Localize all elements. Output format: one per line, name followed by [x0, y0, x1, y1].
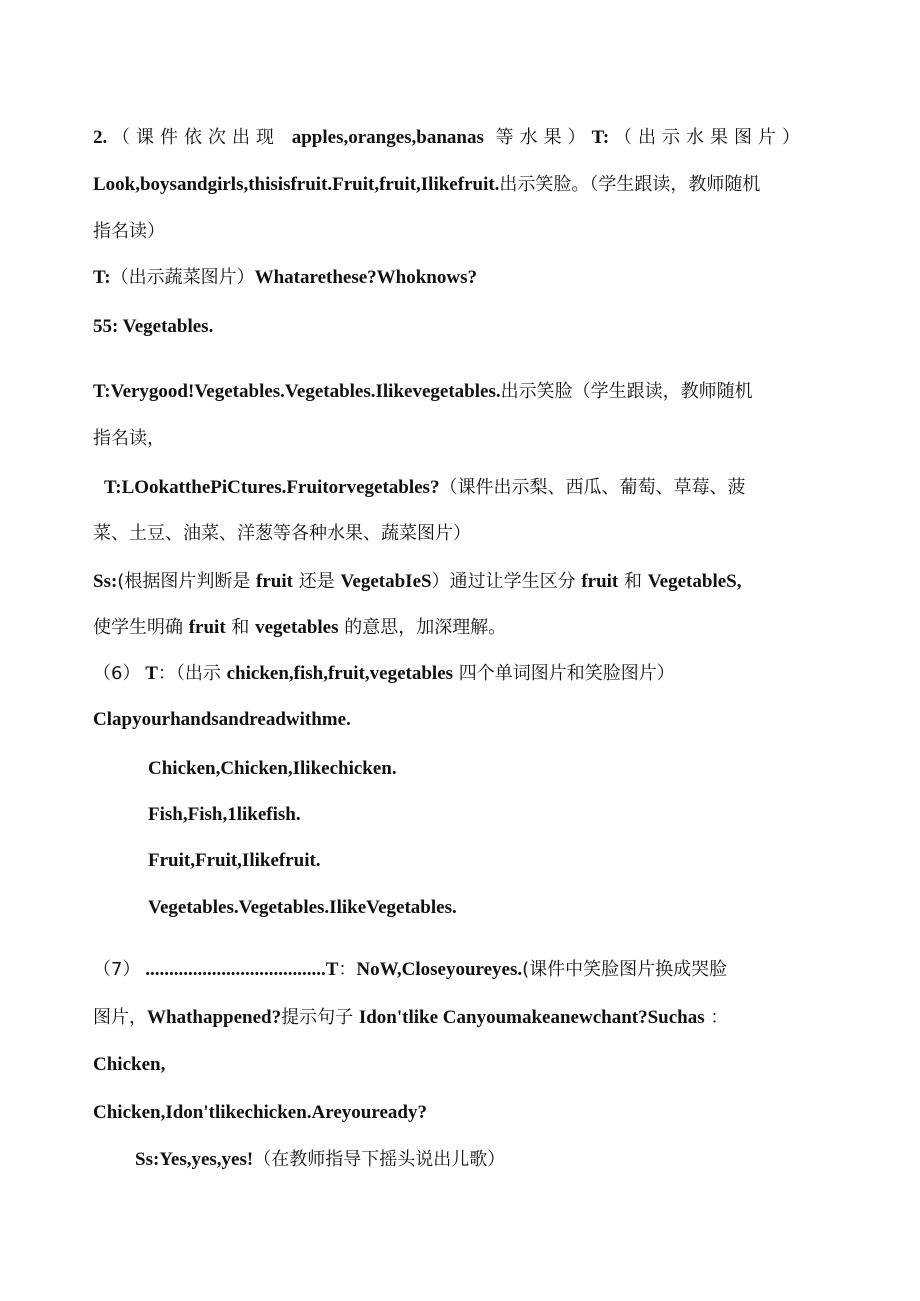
english-text: Look,boysandgirls,thisisfruit.Fruit,fruit,Ilikefruit. — [93, 174, 500, 195]
english-text: T:Verygood!Vegetables.Vegetables.Ilikevegetables. — [93, 381, 501, 402]
text-line — [93, 708, 351, 732]
chinese-text: 指名读， — [93, 428, 165, 449]
text-line — [93, 427, 165, 451]
text-line — [93, 266, 477, 290]
chinese-text: （课件依次出现 — [112, 127, 292, 148]
text-line — [93, 1101, 427, 1125]
chinese-text: （出示蔬菜图片） — [110, 267, 255, 288]
english-text: Clapyourhandsandreadwithme. — [93, 709, 351, 730]
chinese-text: 和 — [225, 617, 256, 638]
chinese-text: 等水果） — [483, 127, 592, 148]
english-text: vegetables — [255, 617, 339, 638]
english-text: Fruit,Fruit,Ilikefruit. — [148, 850, 321, 871]
text-line — [93, 662, 675, 686]
english-text: Chicken, — [93, 1054, 166, 1075]
english-text: Vegetables.Vegetables.IlikeVegetables. — [148, 897, 457, 918]
english-text: Ss: — [93, 571, 118, 592]
text-line — [93, 1053, 165, 1077]
chinese-text: （6） — [93, 663, 141, 684]
text-line — [93, 315, 213, 339]
english-text: T — [140, 663, 158, 684]
chinese-text: （在教师指导下摇头说出儿歌） — [253, 1149, 506, 1170]
text-line — [93, 1006, 728, 1030]
text-line — [93, 570, 741, 594]
english-text: fruit — [256, 571, 293, 592]
english-text: Idon'tlike Canyoumakeanewchant?Suchas — [358, 1007, 705, 1028]
english-text: Whathappened? — [147, 1007, 282, 1028]
chinese-text: (课件中笑脸图片换成哭脸 — [522, 959, 728, 980]
english-text: T: — [591, 127, 614, 148]
chinese-text: 四个单词图片和笑脸图片） — [453, 663, 675, 684]
chinese-text: ）通过让学生区分 — [431, 571, 582, 592]
english-text: T: — [93, 267, 111, 288]
english-text: fruit — [188, 617, 226, 638]
text-line — [135, 1148, 505, 1172]
chinese-text: 的意思，加深理解。 — [338, 617, 507, 638]
text-line — [93, 616, 506, 640]
text-line — [148, 849, 321, 873]
english-text: Ss:Yes,yes,yes! — [135, 1149, 254, 1170]
chinese-text: （课件出示梨、西瓜、葡萄、草莓、菠 — [439, 477, 746, 498]
chinese-text: 出示笑脸（学生跟读，教师随机 — [500, 381, 753, 402]
text-line — [148, 757, 397, 781]
text-line — [93, 220, 165, 244]
chinese-text: 提示句子 — [281, 1007, 359, 1028]
chinese-text: （出示水果图片） — [613, 127, 806, 148]
text-line — [93, 380, 753, 404]
text-line — [93, 958, 727, 982]
english-text: Chicken,Idon'tlikechicken.Areyouready? — [93, 1102, 427, 1123]
text-line — [93, 173, 760, 197]
english-text: 2. — [93, 127, 112, 148]
english-text: T:LOokatthePiCtures.Fruitorvegetables? — [104, 477, 440, 498]
english-text: chicken,fish,fruit,vegetables — [226, 663, 454, 684]
english-text: VegetabIeS — [340, 571, 432, 592]
english-text: Fish,Fish,1likefish. — [148, 804, 301, 825]
chinese-text: 图片， — [93, 1007, 147, 1028]
chinese-text: 还是 — [292, 571, 341, 592]
english-text: Whatarethese?Whoknows? — [254, 267, 477, 288]
english-text: VegetableS, — [647, 571, 742, 592]
chinese-text: ： — [704, 1007, 729, 1028]
chinese-text: 使学生明确 — [93, 617, 189, 638]
english-text: Chicken,Chicken,Ilikechicken. — [148, 758, 397, 779]
english-text: 55: Vegetables. — [93, 316, 214, 337]
english-text: NoW,Closeyoureyes. — [356, 959, 523, 980]
chinese-text: ： — [338, 959, 357, 980]
chinese-text: ：（出示 — [157, 663, 227, 684]
english-text: ......................................T — [140, 959, 339, 980]
chinese-text: 指名读） — [93, 221, 165, 242]
text-line — [93, 126, 806, 150]
text-line — [148, 803, 301, 827]
chinese-text: （7） — [93, 959, 141, 980]
text-line — [104, 476, 745, 500]
english-text: fruit — [581, 571, 619, 592]
english-text: apples,oranges,bananas — [291, 127, 484, 148]
chinese-text: 出示笑脸。（学生跟读，教师随机 — [499, 174, 761, 195]
chinese-text: 和 — [618, 571, 648, 592]
text-line — [148, 896, 457, 920]
chinese-text: (根据图片判断是 — [117, 571, 257, 592]
chinese-text: 菜、土豆、油菜、洋葱等各种水果、蔬菜图片） — [93, 523, 471, 544]
text-line — [93, 522, 471, 546]
